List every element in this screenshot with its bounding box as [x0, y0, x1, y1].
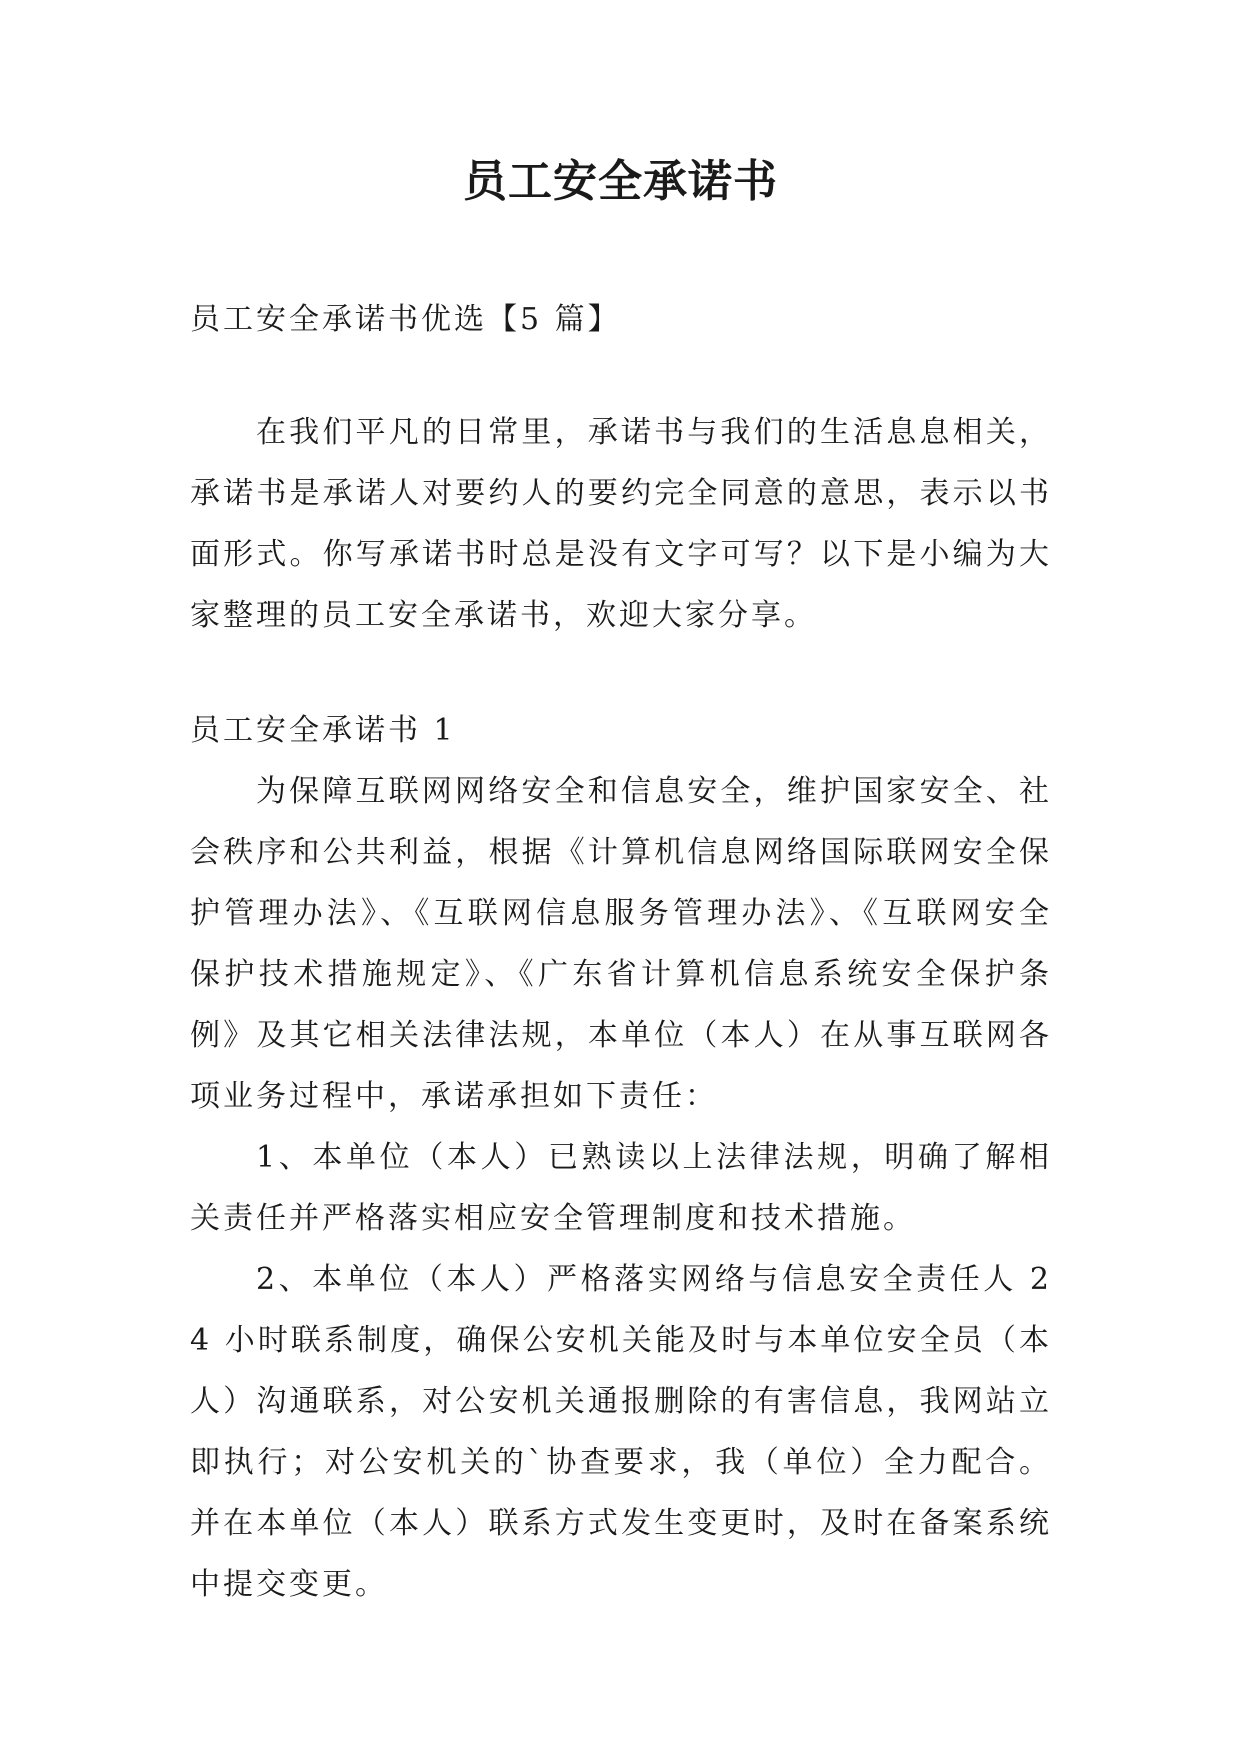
section-paragraph: 2、本单位（本人）严格落实网络与信息安全责任人 24 小时联系制度，确保公安机关能及时与本单位安全员（本人）沟通联系，对公安机关通报删除的有害信息，我网站立即执行；对公安机关的`协查要求，我（单位）全力配合。并在本单位（本人）联系方式发生变更时，及时在备案系统中提交变更。 [190, 1262, 1052, 1602]
section-paragraph: 为保障互联网网络安全和信息安全，维护国家安全、社会秩序和公共利益，根据《计算机信息网络国际联网安全保护管理办法》、《互联网信息服务管理办法》、《互联网安全保护技术措施规定》、《广东省计算机信息系统安全保护条例》及其它相关法律法规，本单位（本人）在从事互联网各项业务过程中，承诺承担如下责任： [190, 774, 1052, 1114]
document-title: 员工安全承诺书 [463, 156, 778, 207]
section-paragraph: 1、本单位（本人）已熟读以上法律法规，明确了解相关责任并严格落实相应安全管理制度和技术措施。 [190, 1140, 1052, 1236]
document-subtitle: 员工安全承诺书优选【5 篇】 [190, 302, 621, 337]
section-heading: 员工安全承诺书 1 [190, 713, 456, 748]
intro-paragraph [190, 402, 1052, 646]
section-1 [190, 700, 1052, 1615]
intro-text: 在我们平凡的日常里，承诺书与我们的生活息息相关，承诺书是承诺人对要约人的要约完全同意的意思，表示以书面形式。你写承诺书时总是没有文字可写？以下是小编为大家整理的员工安全承诺书，欢迎大家分享。 [190, 415, 1052, 633]
